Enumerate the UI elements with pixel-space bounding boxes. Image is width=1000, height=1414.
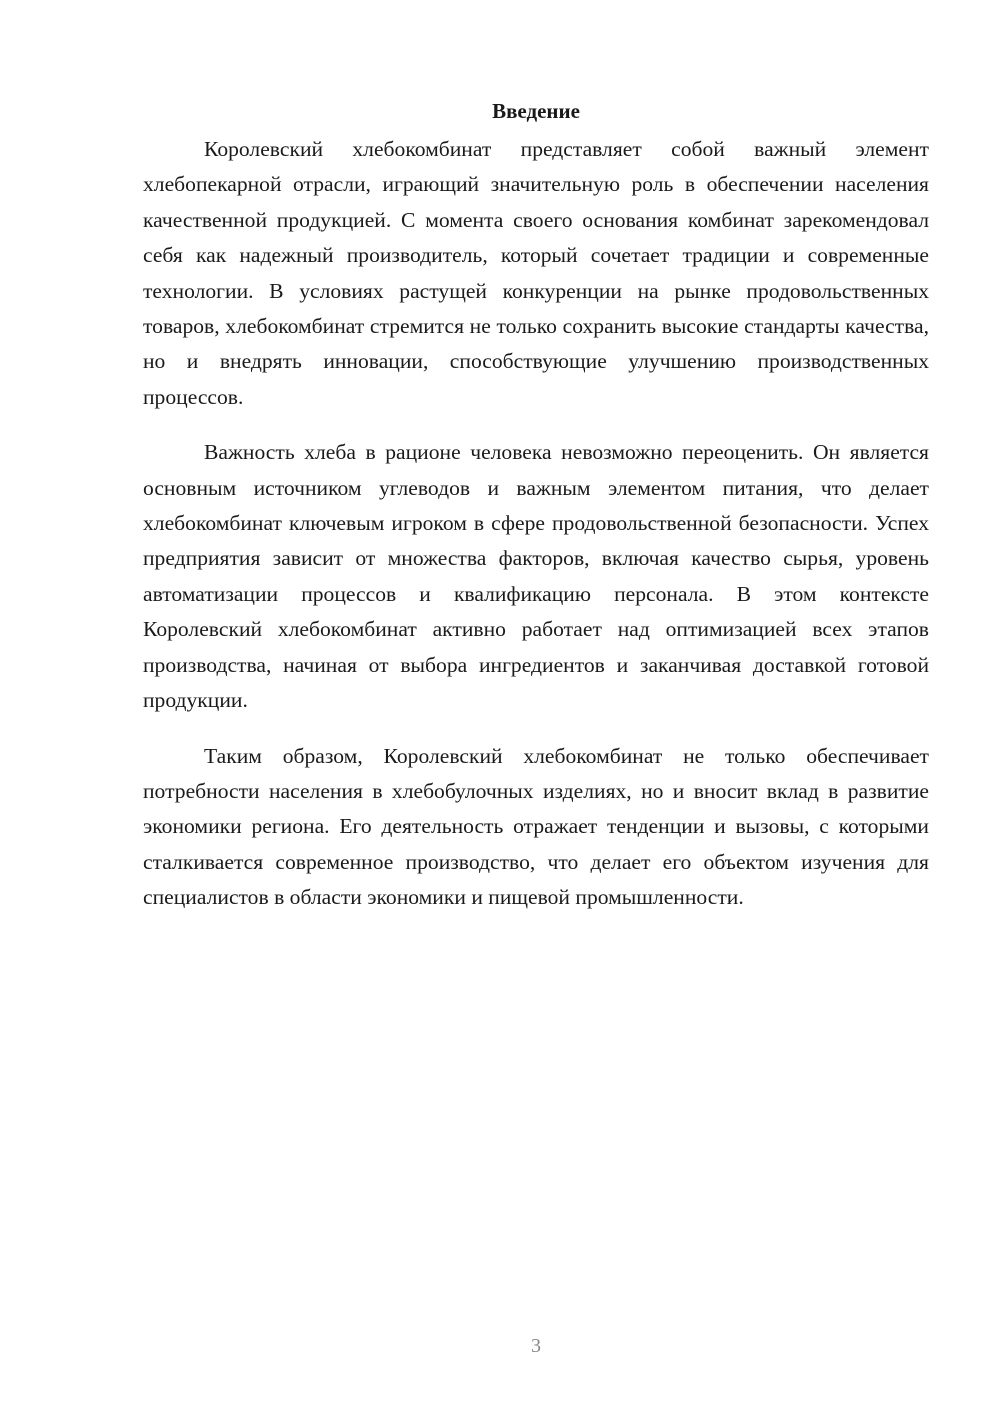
paragraph-1: Королевский хлебокомбинат представляет собой важный элемент хлебопекарной отрасли, играющий значительную роль в обеспечении населения качественной продукцией. С момента своего основания комбинат зарекомендовал себя как надежный производитель, который сочетает традиции и современные технологии. В условиях растущей конкуренции на рынке продовольственных товаров, хлебокомбинат стремится не только сохранить высокие стандарты качества, но и внедрять инновации, способствующие улучшению производственных процессов. bbox=[143, 137, 929, 409]
section-heading: Введение bbox=[492, 99, 580, 123]
paragraph-3: Таким образом, Королевский хлебокомбинат не только обеспечивает потребности населения в хлебобулочных изделиях, но и вносит вклад в развитие экономики региона. Его деятельность отражает тенденции и вызовы, с которыми сталкивается современное производство, что делает его объектом изучения для специалистов в области экономики и пищевой промышленности. bbox=[143, 743, 929, 910]
page-number: 3 bbox=[531, 1335, 541, 1357]
paragraph-2: Важность хлеба в рационе человека невозможно переоценить. Он является основным источником углеводов и важным элементом питания, что делает хлебокомбинат ключевым игроком в сфере продовольственной безопасности. Успех предприятия зависит от множества факторов, включая качество сырья, уровень автоматизации процессов и квалификацию персонала. В этом контексте Королевский хлебокомбинат активно работает над оптимизацией всех этапов производства, начиная от выбора ингредиентов и заканчивая доставкой готовой продукции. bbox=[143, 440, 929, 713]
page-content bbox=[143, 96, 929, 936]
